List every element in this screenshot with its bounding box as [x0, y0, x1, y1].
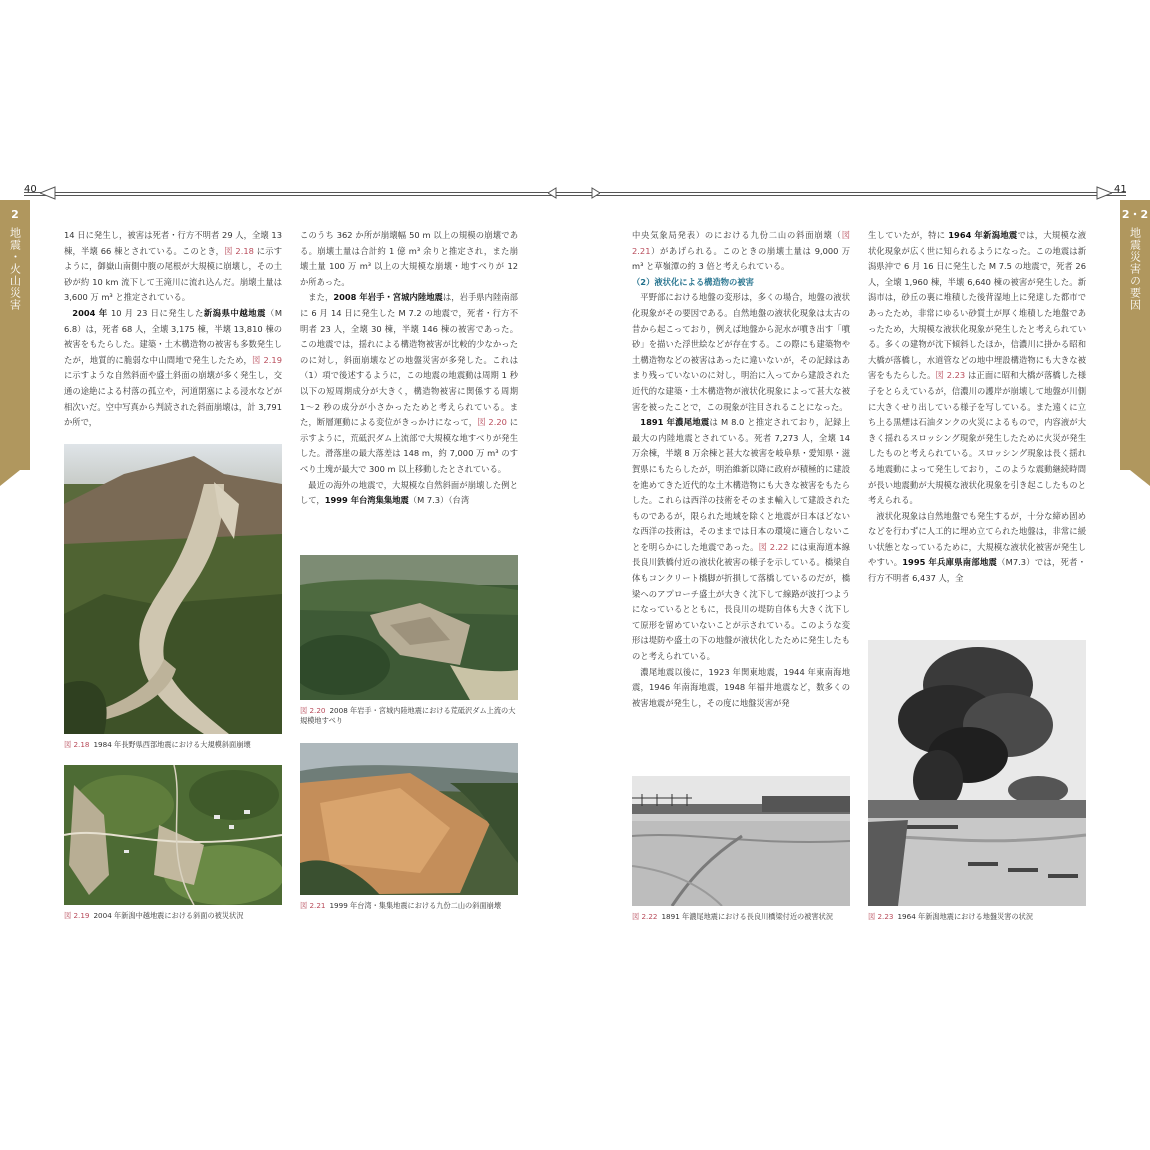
spine-mark-right: [578, 186, 600, 200]
section-number: 2・2: [1121, 208, 1149, 221]
chapter-title: 地震・火山災害: [8, 227, 22, 311]
figure-ref: 図 2.20: [477, 417, 507, 428]
photo-niigata-earthquake-fire: [868, 640, 1086, 906]
caption-fig-2-22: 図 2.22 1891 年濃尾地震における長良川橋梁付近の被害状況: [632, 912, 834, 921]
caption-fig-2-20: 図 2.20 2008 年岩手・宮城内陸地震における荒砥沢ダム上流の大規模地すべり: [300, 706, 516, 725]
figure-ref: 図 2.19: [252, 354, 282, 365]
caption-fig-2-23: 図 2.23 1964 年新潟地震における地盤災害の状況: [868, 912, 1034, 921]
photo-aratozawa-landslide: [300, 555, 518, 700]
photo-aerial-landslide-chuetsu: [64, 765, 282, 905]
chapter-number: 2: [11, 208, 19, 221]
text-column-4: 生していたが，特に 1964 年新潟地震では，大規模な液状化現象が広く世に知られるようになった。この地震は新潟県沖で 6 月 16 日に発生した M 7.5 の地震で，死者 26 人，全壊 1,960 棟，半壊 6,640 棟の被害が発生した。新潟市は，砂丘の裏に堆積した後背湿地上に発達した都市であったため，非常にゆるい砂質土が厚く堆積した地盤であったため，大規模な液状化現象が発生したと考えられている。多くの建物が沈下傾斜したほか，信濃川に掛かる昭和大橋が落橋し，水道管などの地中埋設構造物にも大きな被害をもたらした。図 2.23 は正面に昭和大橋が落橋した様子をとらえているが，信濃川の護岸が崩壊して地盤が川側に大きくせり出している様子を写している。また遠くに立ち上る黒煙は石油タンクの火災によるもので，内容液が大きく揺れるスロッシング現象が発生したために火災が発生したものと考えられている。スロッシング現象は長く揺れる地震動によって発生しており，このような震動継続時間が長い地震動が大規模な液状化現象を引き起こしたものと考えられる。 液状化現象は自然地盤でも発生するが，十分な締め固めなどを行わずに人工的に埋め立てられた地盤は，非常に緩い状態となっているために，大規模な液状化被害が発生しやすい。1995 年兵庫県南部地震（M7.3）では，死者・行方不明者 6,437 人，全: [868, 230, 1086, 584]
figure-ref: 図 2.18: [224, 245, 254, 256]
text-column-2: このうち 362 か所が崩壊幅 50 m 以上の規模の崩壊である。崩壊土量は合計約 1 億 m³ 余りと推定され，また崩壊土量 100 万 m³ 以上の大規模な崩壊・地すべりが 12 か所あった。 また，2008 年岩手・宮城内陸地震は，岩手県内陸南部に 6 月 14 日に発生した M 7.2 の地震で，死者・行方不明者 23 人，全壊 30 棟，半壊 146 棟の被害であった。この地震では，揺れによる構造物被害が比較的少なかったのに対し，斜面崩壊などの地盤災害が多発した。これは（1）項で後述するように，この地震の地震動は周期 1 秒以下の短周期成分が大きく，構造物被害に関係する周期 1〜2 秒の成分が小さかったためと考えられている。また，断層運動による変位がきっかけになって，図 2.20 に示すように，荒砥沢ダム上流部で大規模な地すべりが発生した。滑落崖の最大落差は 148 m，約 7,000 万 m³ のすべり土塊が最大で 300 m 以上移動したとされている。 最近の海外の地震で，大規模な自然斜面が崩壊した例として，1999 年台湾集集地震（M 7.3）（台湾: [300, 230, 518, 506]
spine-mark-left: [548, 186, 570, 200]
tab-point-right: [1120, 462, 1150, 486]
text-column-1: 14 日に発生し，被害は死者・行方不明者 29 人，全壊 13 棟，半壊 66 棟とされている。このとき，図 2.18 に示すように，御嶽山南側中腹の尾根が大規模に崩壊し，その土砂が約 10 km 流下して王滝川に流れ込んだ。崩壊土量は 3,600 万 m³ と推定されている。 2004 年 10 月 23 日に発生した新潟県中越地震（M 6.8）は，死者 68 人，全壊 3,175 棟，半壊 13,810 棟の被害をもたらした。建築・土木構造物の被害も多数発生したが，地質的に脆弱な中山間地で発生したため，図 2.19 に示すような自然斜面や盛土斜面の崩壊が多く発生し，交通の途絶による村落の孤立や，河道閉塞による浸水などが相次いだ。空中写真から判読された斜面崩壊は，計 3,791 か所で，: [64, 230, 282, 428]
header-rule: [24, 192, 1126, 193]
page-number-left: 40: [24, 184, 37, 195]
text-column-3: 中央気象局発表）のにおける九份二山の斜面崩壊（図 2.21）があげられる。このときの崩壊土量は 9,000 万 m³ と草嶺潭の約 3 倍と考えられている。 （2）液状化による構造物の被害 平野部における地盤の変形は，多くの場合，地盤の液状化現象がその要因である。自然地盤の液状化現象は太古の昔から起こっており，例えば地盤から泥水が噴き出す「噴砂」を描いた浮世絵などが存在する。この際にも建築物や土構造物などの被害はあったに違いないが，その記録はあまり残っていないのに対し，明治に入ってから建設された近代的な建築・土木構造物が液状化現象によって甚大な被害を被ったことで，この現象が注目されることになった。 1891 年濃尾地震は M 8.0 と推定されており，記録上最大の内陸地震とされている。死者 7,273 人，全壊 14 万余棟，半壊 8 万余棟と甚大な被害を岐阜県・愛知県・滋賀県にもたらしたが，明治維新以降に政府が積極的に建設を進めてきた近代的な土木構造物にも大きな被害をもたらした。これらは西洋の技術をそのまま輸入して建設されたものであるが，限られた地域を除くと地震が日本ほどないな西洋の技術は，そのままでは日本の環境に適合しないことを明らかにした地震であった。図 2.22 には東海道本線長良川鉄橋付近の液状化被害の様子を示している。橋梁自体もコンクリート橋脚が折損して落橋しているのだが，橋梁へのアプローチ盛土が大きく沈下して線路が波打つようになっているとともに，長良川の堤防自体も大きく沈下して原形を留めていないことが示されている。このような変形は堤防や盛土の下の地盤が液状化したために発生したものと考えられている。 濃尾地震以後に，1923 年関東地震，1944 年東南海地震，1946 年南海地震，1948 年福井地震など，数多くの被害地震が発生し，その度に地盤災害が発: [632, 230, 850, 708]
figure-ref: 図 2.21: [632, 230, 850, 256]
figure-ref: 図 2.22: [758, 541, 789, 552]
subsection-heading: （2）液状化による構造物の被害: [632, 276, 754, 287]
corner-mark-left: [40, 186, 70, 200]
caption-fig-2-19: 図 2.19 2004 年新潟中越地震における斜面の被災状況: [64, 911, 244, 920]
section-tab-right: [1120, 200, 1150, 470]
chapter-tab-left: [0, 200, 30, 470]
photo-mountain-landslide: [64, 444, 282, 734]
caption-fig-2-18: 図 2.18 1984 年長野県西部地震における大規模斜面崩壊: [64, 740, 251, 749]
corner-mark-right: [1082, 186, 1112, 200]
tab-point-left: [0, 462, 30, 486]
caption-fig-2-21: 図 2.21 1999 年台湾・集集地震における九份二山の斜面崩壊: [300, 901, 502, 910]
figure-ref: 図 2.23: [935, 370, 966, 381]
photo-jiufenershan-landslide: [300, 743, 518, 895]
page-number-right: 41: [1114, 184, 1127, 195]
section-title: 地震災害の要因: [1128, 227, 1142, 311]
photo-nagara-bridge-damage: [632, 776, 850, 906]
header-rule-2: [24, 195, 1126, 196]
